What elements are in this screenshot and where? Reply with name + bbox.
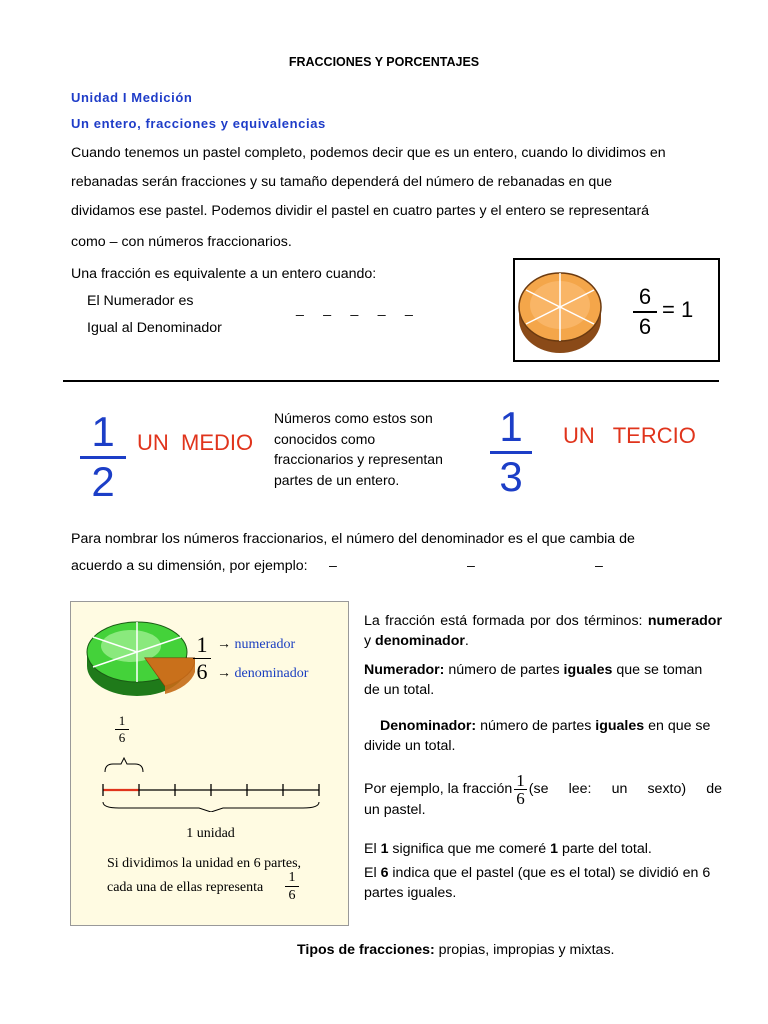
term-denominador: denominador xyxy=(375,632,465,649)
diagram-numerator: 1 xyxy=(196,632,208,657)
term-numerador: numerador xyxy=(647,613,722,629)
fraction-bar xyxy=(633,311,657,313)
example-numerator: 1 xyxy=(516,771,525,790)
one-bold-2: 1 xyxy=(550,841,558,857)
intro-line-4: como – con números fraccionarios. xyxy=(71,234,292,250)
arrow-icon: → xyxy=(217,637,231,652)
arrow-icon: → xyxy=(217,666,231,681)
middle-line: partes de un entero. xyxy=(274,471,400,488)
intro-line-2: rebanadas serán fracciones y su tamaño dependerá del número de rebanadas en que xyxy=(71,174,613,190)
whole-pie-icon xyxy=(517,265,607,357)
section-subtitle: Un entero, fracciones y equivalencias xyxy=(71,116,326,131)
denominador-text-a: número de partes xyxy=(476,718,596,734)
third-denominator: 3 xyxy=(499,453,523,500)
unit-label: 1 unidad xyxy=(186,826,235,841)
middle-line: Números como estos son xyxy=(274,410,433,426)
iguales-bold: iguales xyxy=(563,662,613,678)
numerator-label-row xyxy=(217,637,295,653)
one-text-a: El xyxy=(364,841,381,857)
half-denominator: 2 xyxy=(91,458,115,505)
one-explanation xyxy=(364,840,722,860)
blank-dashes: _ _ _ _ _ xyxy=(296,300,413,316)
types-text: propias, impropias y mixtas. xyxy=(434,942,615,958)
segment-numerator: 1 xyxy=(118,713,126,728)
six-explanation xyxy=(364,864,722,903)
types-label: Tipos de fracciones: xyxy=(297,942,435,958)
example-fraction xyxy=(514,772,527,807)
denominador-label: Denominador: xyxy=(380,718,477,734)
intro-paragraph xyxy=(71,139,721,257)
six-bold: 6 xyxy=(380,865,389,881)
numerador-label: Numerador: xyxy=(364,662,445,678)
example-sentence xyxy=(364,772,722,821)
page-title: FRACCIONES Y PORCENTAJES xyxy=(288,55,480,69)
denominador-definition xyxy=(364,717,722,756)
equivalent-rhs: = 1 xyxy=(662,297,694,322)
caption-line-1: Si dividimos la unidad en 6 partes, xyxy=(107,856,302,871)
terms-period: . xyxy=(464,632,469,649)
caption-fraction xyxy=(285,870,299,903)
one-bold: 1 xyxy=(380,841,389,857)
equivalent-denominator: 6 xyxy=(638,314,652,339)
numerador-definition xyxy=(364,661,722,700)
equivalent-numerator: 6 xyxy=(638,284,652,309)
green-pie-icon xyxy=(85,612,195,702)
numerador-text-a: número de partes xyxy=(444,662,564,678)
one-text-c: significa que me comeré xyxy=(388,841,551,857)
denominador-text-b: en que se divide un total. xyxy=(364,718,711,754)
six-text-c: indica que el pastel (que es el total) se dividió en 6 partes iguales. xyxy=(364,865,711,901)
unit-heading: Unidad I Medición xyxy=(71,90,193,105)
naming-line-2 xyxy=(71,553,721,580)
caption-denominator: 6 xyxy=(288,888,296,903)
unit-number-line xyxy=(99,752,324,812)
half-numerator: 1 xyxy=(91,408,115,455)
equivalent-line-2: Igual al Denominador xyxy=(87,320,222,336)
segment-denominator: 6 xyxy=(118,730,126,745)
numerador-text-b: que se toman de un total. xyxy=(364,662,703,698)
naming-line-1: Para nombrar los números fraccionarios, el número del denominador es el que cambia de xyxy=(71,531,635,547)
segment-fraction xyxy=(115,714,129,745)
naming-dash: – xyxy=(467,558,475,574)
fraction-types xyxy=(297,942,615,958)
six-text-a: El xyxy=(364,865,381,881)
middle-line: fraccionarios y representan xyxy=(274,451,443,467)
denominator-label: denominador xyxy=(234,666,309,681)
equivalent-fraction xyxy=(633,284,657,340)
equivalent-intro: Una fracción es equivalente a un entero cuando: xyxy=(71,266,377,282)
example-denominator: 6 xyxy=(516,789,525,808)
terms-intro-text: La fracción está formada por dos términos: xyxy=(364,613,648,629)
half-word: UN MEDIO xyxy=(137,430,254,455)
intro-line-3: dividamos ese pastel. Podemos dividir el pastel en cuatro partes y el entero se representará xyxy=(71,203,650,219)
caption-line-2: cada una de ellas representa xyxy=(107,880,264,895)
whole-pie-box xyxy=(513,258,720,362)
example-text-b-first: (se lee: un sexto) de xyxy=(528,780,722,797)
diagram-denominator: 6 xyxy=(196,659,208,684)
naming-dash: – xyxy=(595,558,603,574)
half-fraction xyxy=(80,410,126,504)
naming-paragraph xyxy=(71,526,721,580)
diagram-fraction xyxy=(193,634,211,683)
divider-rule xyxy=(63,380,719,382)
third-numerator: 1 xyxy=(499,403,523,450)
third-word: UN TERCIO xyxy=(563,423,696,448)
terms-and: y xyxy=(364,632,376,649)
equivalent-line-1: El Numerador es xyxy=(87,293,194,309)
third-fraction xyxy=(490,405,532,499)
terms-intro xyxy=(364,612,722,651)
naming-dash: – xyxy=(329,558,337,574)
middle-line: conocidos como xyxy=(274,430,376,447)
intro-line-1: Cuando tenemos un pastel completo, podemos decir que es un entero, cuando lo dividimos en xyxy=(71,145,666,161)
fraction-diagram-box xyxy=(70,601,349,926)
denominator-label-row xyxy=(217,666,308,682)
iguales-bold: iguales xyxy=(595,718,645,734)
example-text-a: Por ejemplo, la fracción xyxy=(364,780,513,797)
caption-numerator: 1 xyxy=(288,870,296,885)
examples-middle-text xyxy=(274,408,443,490)
example-text-b-rest: un pastel. xyxy=(364,802,426,818)
naming-line-2-text: acuerdo a su dimensión, por ejemplo: xyxy=(71,558,308,574)
fraction-bar xyxy=(285,886,299,887)
numerator-label: numerador xyxy=(234,637,296,652)
one-text-e: parte del total. xyxy=(558,841,652,857)
